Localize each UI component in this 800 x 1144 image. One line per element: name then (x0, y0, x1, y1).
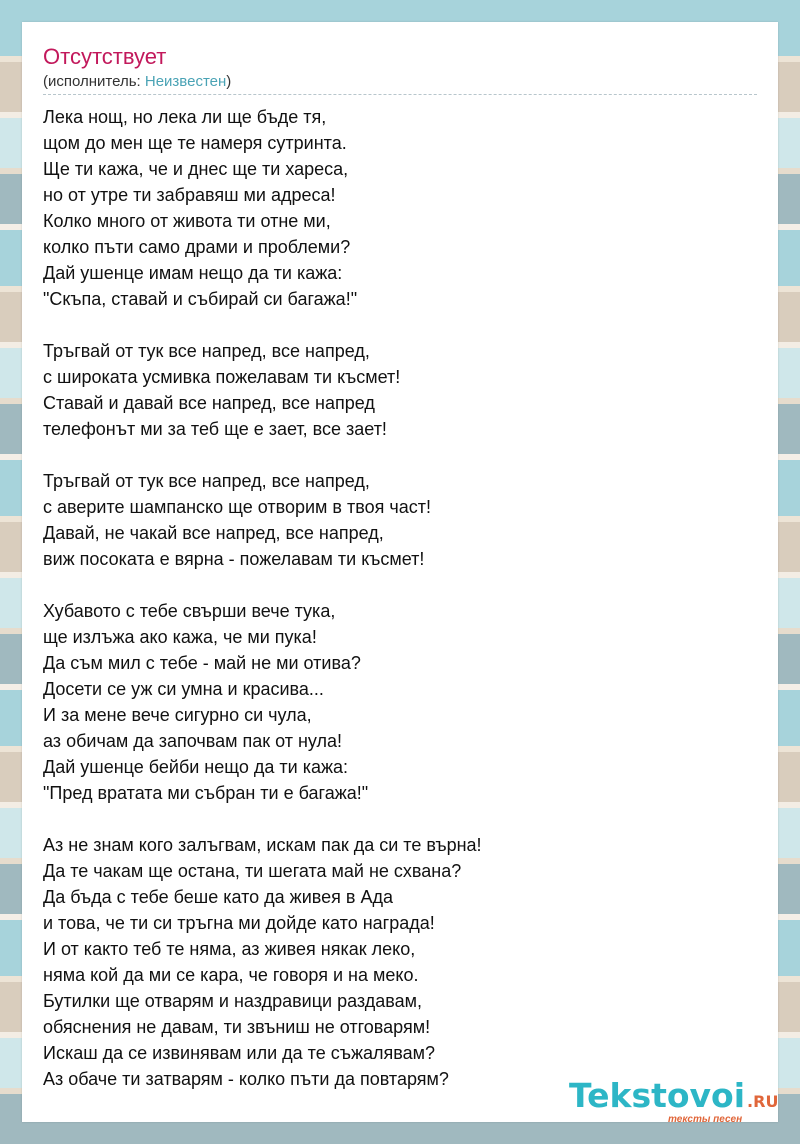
lyric-line: но от утре ти забравяш ми адреса! (43, 185, 336, 205)
title-divider (43, 94, 757, 95)
artist-label-close: ) (226, 73, 232, 90)
logo-tagline: тексты песен (668, 1114, 743, 1125)
lyric-line: Аз не знам кого залъгвам, искам пак да си те върна! (43, 835, 482, 855)
lyric-line: и това, че ти си тръгна ми дойде като награда! (43, 913, 435, 933)
lyric-line: Бутилки ще отварям и наздравици раздавам, (43, 991, 423, 1011)
lyric-line: Давай, не чакай все напред, все напред, (43, 523, 384, 543)
stanza-gap (43, 806, 743, 832)
lyric-line: Досети се уж си умна и красива... (43, 679, 324, 699)
lyric-line: Тръгвай от тук все напред, все напред, (43, 471, 370, 491)
lyric-line: "Пред вратата ми събран ти е багажа!" (43, 783, 369, 803)
lyrics-body (43, 104, 743, 1092)
stanza-gap (43, 312, 743, 338)
lyric-line: Ще ти кажа, че и днес ще ти хареса, (43, 159, 349, 179)
logo-tld: .RU (747, 1092, 779, 1111)
lyric-line: колко пъти само драми и проблеми? (43, 237, 351, 257)
lyric-line: Да те чакам ще остана, ти шегата май не схвана? (43, 861, 462, 881)
logo-name: Tekstovoi (569, 1076, 746, 1115)
lyric-line: Да съм мил с тебе - май не ми отива? (43, 653, 361, 673)
lyric-line: Лека нощ, но лека ли ще бъде тя, (43, 107, 327, 127)
lyric-line: телефонът ми за теб ще е зает, все зает! (43, 419, 387, 439)
lyric-line: И от както теб те няма, аз живея някак леко, (43, 939, 416, 959)
artist-link[interactable]: Неизвестен (144, 73, 227, 90)
lyric-line: Искаш да се извинявам или да те съжалявам? (43, 1043, 436, 1063)
lyric-line: И за мене вече сигурно си чула, (43, 705, 312, 725)
lyric-line: ще излъжа ако кажа, че ми пука! (43, 627, 317, 647)
lyric-line: Колко много от живота ти отне ми, (43, 211, 331, 231)
lyric-line: щом до мен ще те намеря сутринта. (43, 133, 347, 153)
lyric-line: Дай ушенце бейби нещо да ти кажа: (43, 757, 349, 777)
lyric-line: Аз обаче ти затварям - колко пъти да повтарям? (43, 1069, 449, 1089)
lyric-line: Да бъда с тебе беше като да живея в Ада (43, 887, 393, 907)
song-title: Отсутствует (43, 44, 167, 69)
lyric-line: виж посоката е вярна - пожелавам ти късмет! (43, 549, 425, 569)
stanza-gap (43, 572, 743, 598)
lyric-line: с аверите шампанско ще отворим в твоя чаcт! (43, 497, 431, 517)
stanza-gap (43, 442, 743, 468)
lyric-line: "Скъпа, ставай и събирай си багажа!" (43, 289, 358, 309)
lyric-line: Хубавото с тебе свърши вече тука, (43, 601, 336, 621)
artist-label: (исполнитель: (43, 73, 145, 90)
lyric-line: няма кой да ми се кара, че говоря и на меко. (43, 965, 419, 985)
lyric-line: с широката усмивка пожелавам ти късмет! (43, 367, 401, 387)
lyric-line: Ставай и давай все напред, все напред (43, 393, 375, 413)
lyric-line: обяснения не давам, ти звъниш не отговарям! (43, 1017, 431, 1037)
lyric-line: Дай ушенце имам нещо да ти кажа: (43, 263, 343, 283)
lyric-line: Тръгвай от тук все напред, все напред, (43, 341, 370, 361)
lyric-line: аз обичам да започвам пак от нула! (43, 731, 343, 751)
artist-line (43, 73, 231, 90)
